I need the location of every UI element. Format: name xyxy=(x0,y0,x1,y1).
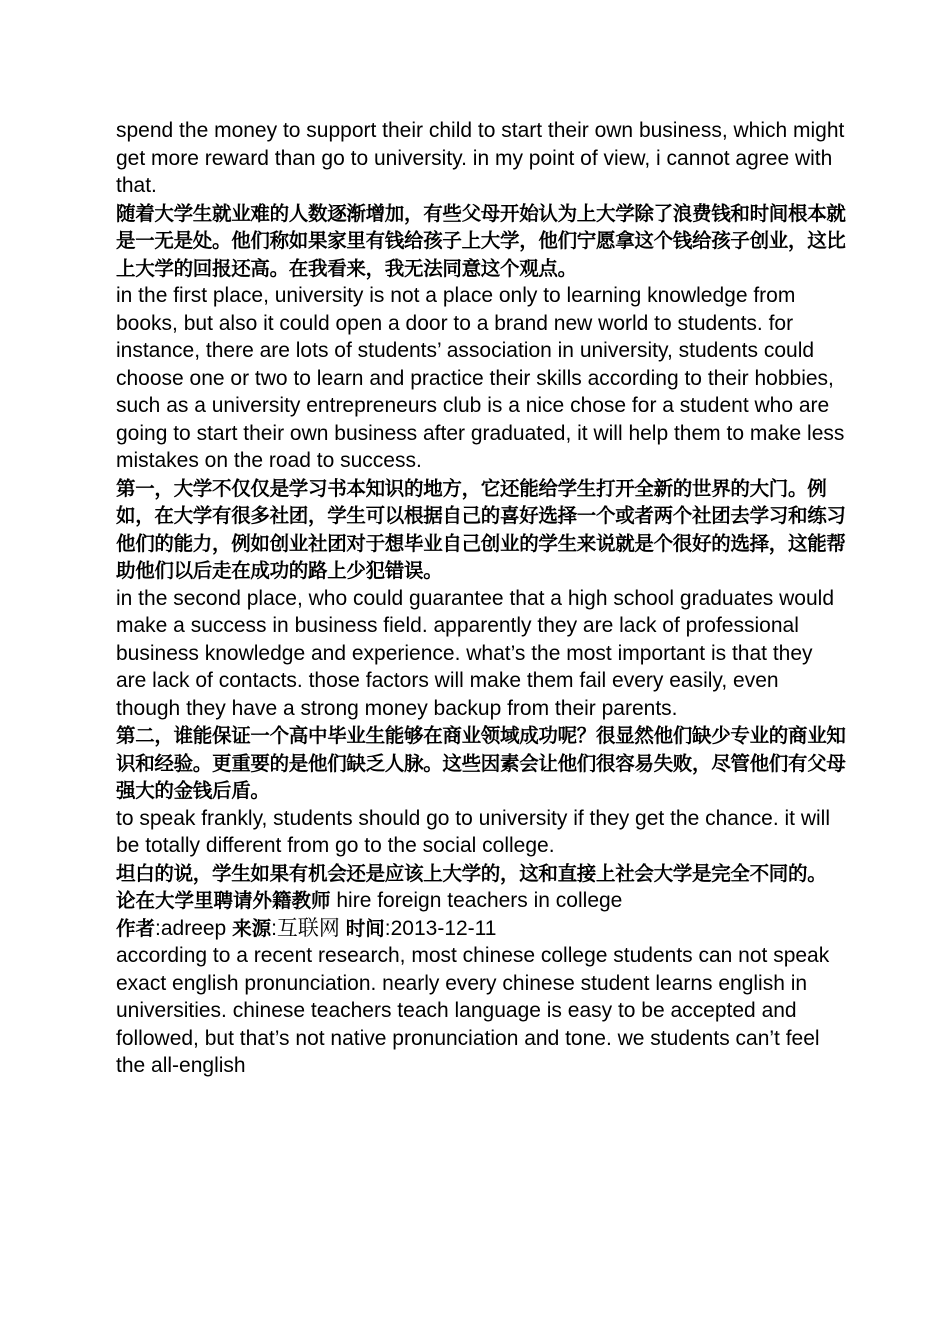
paragraph-4-zh: 坦白的说，学生如果有机会还是应该上大学的，这和直接上社会大学是完全不同的。 xyxy=(116,861,827,885)
paragraph-1-zh: 随着大学生就业难的人数逐渐增加，有些父母开始认为上大学除了浪费钱和时间根本就是一无是处。他们称如果家里有钱给孩子上大学，他们宁愿拿这个钱给孩子创业，这比上大学的回报还高。在我看来，我无法同意这个观点。 xyxy=(116,201,846,280)
paragraph-5-en: according to a recent research, most chinese college students can not speak exact english pronunciation. nearly every chinese student learns english in universities. chinese teachers teach language is easy to be accepted and followed, but that’s not native pronunciation and tone. we students can’t feel the all-english xyxy=(116,944,830,1077)
author-label: 作者 xyxy=(116,916,156,940)
article-title xyxy=(116,887,846,915)
document-page xyxy=(116,117,846,1080)
paragraph-2-en: in the first place, university is not a place only to learning knowledge from books, but also it could open a door to a brand new world to students. for instance, there are lots of students’ association in university, students could choose one or two to learn and practice their skills according to their hobbies, such as a university entrepreneurs club is a nice chose for a student who are going to start their own business after graduated, it will help them to make less mistakes on the road to success. xyxy=(116,284,845,472)
source-label: 来源 xyxy=(232,916,272,940)
paragraph-1-en: spend the money to support their child to start their own business, which might get more reward than go to university. in my point of view, i cannot agree with that. xyxy=(116,119,845,197)
article-title-zh: 论在大学里聘请外籍教师 xyxy=(116,889,331,912)
time-value: :2013-12-11 xyxy=(384,916,497,940)
paragraph-3-zh: 第二，谁能保证一个高中毕业生能够在商业领域成功呢？很显然他们缺少专业的商业知识和经验。更重要的是他们缺乏人脉。这些因素会让他们很容易失败，尽管他们有父母强大的金钱后盾。 xyxy=(116,724,846,802)
source-value: :互联网 xyxy=(271,916,346,940)
paragraph-2-zh: 第一，大学不仅仅是学习书本知识的地方，它还能给学生打开全新的世界的大门。例如，在大学有很多社团，学生可以根据自己的喜好选择一个或者两个社团去学习和练习他们的能力，例如创业社团对于想毕业自己创业的学生来说就是个很好的选择，这能帮助他们以后走在成功的路上少犯错误。 xyxy=(116,476,846,582)
author-value: :adreep xyxy=(155,916,233,940)
article-meta xyxy=(116,915,846,943)
article-title-en: hire foreign teachers in college xyxy=(330,889,623,912)
time-label: 时间 xyxy=(345,916,385,940)
paragraph-3-en: in the second place, who could guarantee that a high school graduates would make a success in business field. apparently they are lack of professional business knowledge and experience. what’s the most important is that they are lack of contacts. those factors will make them fail every easily, even though they have a strong money backup from their parents. xyxy=(116,586,834,720)
paragraph-4-en: to speak frankly, students should go to university if they get the chance. it will be totally different from go to the social college. xyxy=(116,806,830,857)
